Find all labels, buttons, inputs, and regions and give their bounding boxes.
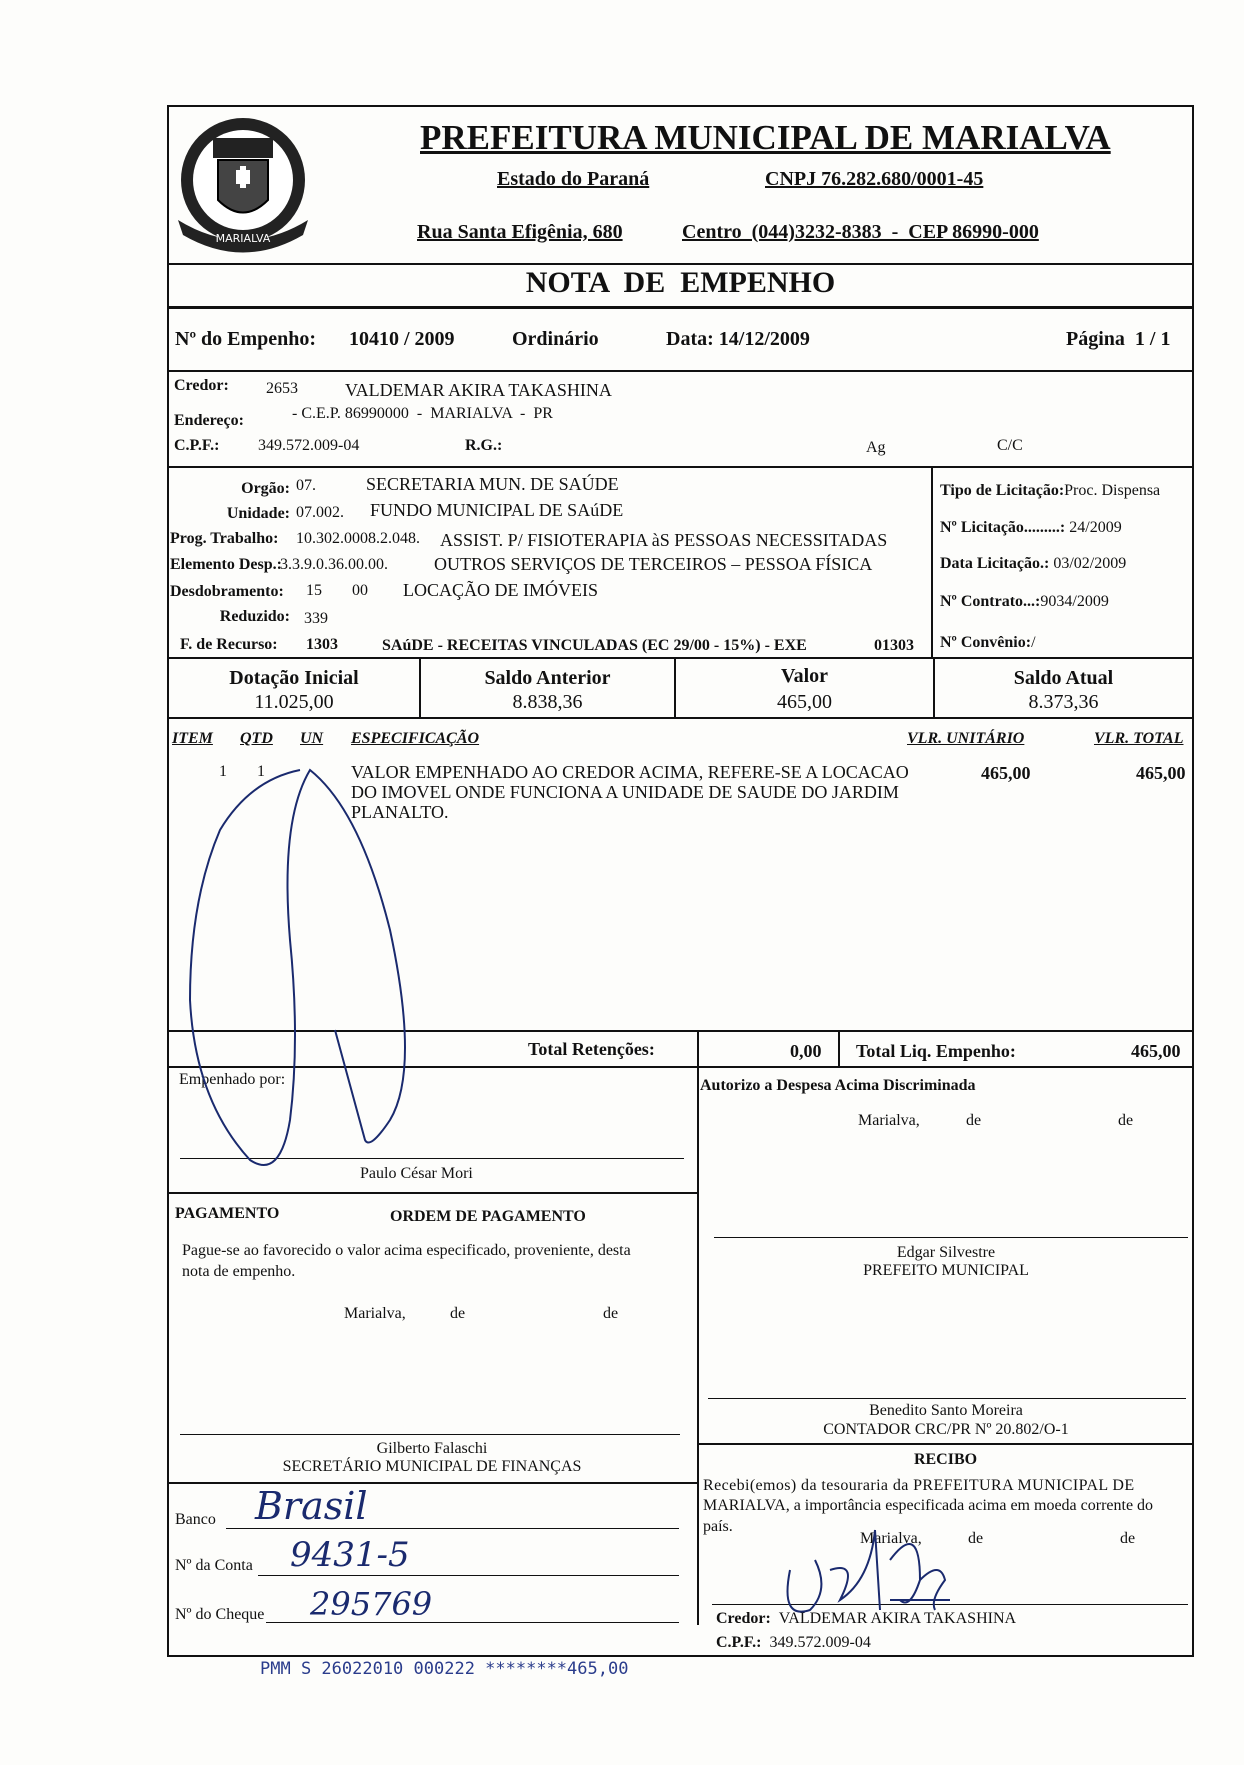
dotacao-label: Dotação Inicial — [229, 667, 359, 689]
cpf-label: C.P.F.: — [174, 437, 220, 454]
reduzido-label: Reduzido: — [219, 608, 290, 625]
dotacao-value: 11.025,00 — [254, 691, 334, 713]
elemento-code: 3.3.9.0.36.00.00. — [280, 556, 388, 573]
pagamento-de1: de — [450, 1305, 466, 1322]
recibo-title: RECIBO — [913, 1451, 978, 1468]
empenho-number: 10410 / 2009 — [349, 328, 455, 350]
numero-licitacao-label: Nº Licitação.........: — [940, 519, 1066, 536]
total-liq-label: Total Liq. Empenho: — [856, 1041, 1016, 1061]
contador-name: Benedito Santo Moreira — [869, 1402, 1023, 1419]
item-qtd: 1 — [257, 763, 265, 780]
numero-licitacao-value: 24/2009 — [1065, 519, 1122, 536]
numero-contrato — [940, 593, 1109, 611]
banco-value: Brasil — [255, 1484, 368, 1528]
recurso-name: SAúDE - RECEITAS VINCULADAS (EC 29/00 - 15%) - EXE — [382, 637, 807, 654]
col-qtd: QTD — [240, 730, 273, 747]
divider — [931, 466, 933, 659]
numero-convenio-value: / — [1031, 634, 1036, 651]
autorizo-place: Marialva, — [858, 1112, 920, 1129]
unidade-name: FUNDO MUNICIPAL DE SAúDE — [370, 500, 624, 520]
empenhado-por-name: Paulo César Mori — [360, 1165, 473, 1182]
secretario-role: SECRETÁRIO MUNICIPAL DE FINANÇAS — [282, 1458, 582, 1475]
recurso-number: 01303 — [874, 637, 914, 654]
desdobramento-code: 15 — [306, 582, 322, 599]
desdobramento-sub: 00 — [352, 582, 368, 599]
recibo-text-line3: país. — [703, 1518, 733, 1535]
divider — [167, 1482, 697, 1484]
prefeito-role: PREFEITO MUNICIPAL — [863, 1262, 1029, 1279]
page-number: Página 1 / 1 — [1066, 328, 1171, 350]
prog-code: 10.302.0008.2.048. — [296, 530, 420, 547]
recibo-text-line1: Recebi(emos) da tesouraria da PREFEITURA MUNICIPAL DE — [703, 1477, 1135, 1494]
banco-line — [226, 1528, 679, 1529]
recibo-text-line2: MARIALVA, a importância especificada acima em moeda corrente do — [703, 1497, 1154, 1514]
prefeitura-title: PREFEITURA MUNICIPAL DE MARIALVA — [420, 118, 1111, 157]
recibo-credor-label: Credor: — [716, 1610, 771, 1627]
divider — [167, 657, 1194, 659]
credor-cpf: 349.572.009-04 — [258, 437, 360, 454]
numero-licitacao — [940, 519, 1122, 537]
numero-convenio — [940, 634, 1036, 652]
conta-value: 9431-5 — [290, 1535, 410, 1575]
prog-name: ASSIST. P/ FISIOTERAPIA àS PESSOAS NECESSITADAS — [440, 530, 888, 550]
col-vlr-unitario: VLR. UNITÁRIO — [907, 730, 1025, 747]
recibo-credor-name: VALDEMAR AKIRA TAKASHINA — [778, 1610, 1017, 1627]
payment-stamp: PMM S 26022010 000222 ********465,00 — [260, 1659, 629, 1679]
item-number: 1 — [219, 763, 227, 780]
cc-label: C/C — [997, 437, 1023, 454]
cnpj-label: CNPJ 76.282.680/0001-45 — [765, 168, 984, 190]
recibo-de1: de — [968, 1530, 984, 1547]
autorizo-label: Autorizo a Despesa Acima Discriminada — [700, 1077, 976, 1094]
conta-line — [258, 1575, 679, 1576]
ag-label: Ag — [866, 439, 886, 456]
empenho-type: Ordinário — [512, 328, 599, 350]
data-licitacao-value: 03/02/2009 — [1049, 555, 1127, 572]
pagamento-place: Marialva, — [344, 1305, 406, 1322]
item-spec-line3: PLANALTO. — [351, 802, 449, 822]
orgao-label: Orgão: — [241, 480, 290, 497]
col-item: ITEM — [172, 730, 213, 747]
street-address: Rua Santa Efigênia, 680 — [417, 221, 623, 243]
numero-convenio-label: Nº Convênio: — [940, 634, 1032, 651]
municipal-crest — [168, 110, 318, 260]
total-liq-value: 465,00 — [1131, 1041, 1181, 1061]
orgao-code: 07. — [296, 477, 316, 494]
cheque-label: Nº do Cheque — [175, 1606, 265, 1623]
unidade-code: 07.002. — [296, 504, 344, 521]
item-vlr-unitario: 465,00 — [981, 763, 1031, 783]
tipo-licitacao-value: Proc. Dispensa — [1064, 482, 1161, 499]
saldo-anterior-label: Saldo Anterior — [484, 667, 611, 689]
data-licitacao — [940, 555, 1126, 573]
valor-label: Valor — [780, 665, 829, 687]
recibo-cpf-label: C.P.F.: — [716, 1634, 762, 1651]
item-vlr-total: 465,00 — [1136, 763, 1186, 783]
handwritten-signature — [170, 740, 490, 1190]
cheque-value: 295769 — [310, 1585, 433, 1623]
empenho-label: Nº do Empenho: — [175, 328, 317, 350]
col-especificacao: ESPECIFICAÇÃO — [351, 730, 480, 747]
orgao-name: SECRETARIA MUN. DE SAÚDE — [366, 474, 619, 494]
credor-name: VALDEMAR AKIRA TAKASHINA — [345, 380, 612, 400]
pagamento-label: PAGAMENTO — [175, 1205, 280, 1222]
empenho-date: Data: 14/12/2009 — [666, 328, 810, 350]
contador-role: CONTADOR CRC/PR Nº 20.802/O-1 — [823, 1421, 1069, 1438]
valor-value: 465,00 — [777, 691, 832, 713]
total-retencoes-label: Total Retenções: — [528, 1039, 655, 1059]
pagamento-de2: de — [603, 1305, 619, 1322]
state-label: Estado do Paraná — [497, 168, 650, 190]
banco-label: Banco — [175, 1511, 216, 1528]
item-spec-line1: VALOR EMPENHADO AO CREDOR ACIMA, REFERE-SE A LOCACAO — [351, 762, 909, 782]
rg-label: R.G.: — [465, 437, 503, 454]
divider — [697, 1443, 1194, 1445]
col-vlr-total: VLR. TOTAL — [1094, 730, 1184, 747]
divider — [697, 1030, 699, 1625]
contact-info: Centro (044)3232-8383 - CEP 86990-000 — [682, 221, 1039, 243]
divider — [167, 306, 1194, 309]
divider — [167, 717, 1194, 719]
divider — [167, 466, 1194, 468]
numero-contrato-value: 9034/2009 — [1040, 593, 1109, 610]
desdobramento-label: Desdobramento: — [170, 583, 284, 600]
saldo-anterior-value: 8.838,36 — [512, 691, 583, 713]
saldo-atual-value: 8.373,36 — [1028, 691, 1099, 713]
signature-line — [180, 1434, 680, 1435]
conta-label: Nº da Conta — [175, 1557, 253, 1574]
prog-label: Prog. Trabalho: — [170, 530, 279, 547]
svg-text:MARIALVA: MARIALVA — [215, 232, 271, 245]
pagamento-text-line2: nota de empenho. — [182, 1263, 296, 1280]
signature-line — [708, 1398, 1186, 1399]
ordem-pagamento-label: ORDEM DE PAGAMENTO — [390, 1208, 586, 1225]
signature-line — [714, 1237, 1188, 1238]
pagamento-text-line1: Pague-se ao favorecido o valor acima especificado, proveniente, desta — [182, 1242, 631, 1259]
credor-signature — [770, 1500, 990, 1640]
divider — [167, 370, 1194, 372]
item-spec-line2: DO IMOVEL ONDE FUNCIONA A UNIDADE DE SAUDE DO JARDIM — [351, 782, 899, 802]
elemento-name: OUTROS SERVIÇOS DE TERCEIROS – PESSOA FÍSICA — [434, 554, 873, 574]
empenhado-por-label: Empenhado por: — [179, 1071, 286, 1088]
recurso-code: 1303 — [306, 636, 338, 653]
recibo-cpf-value: 349.572.009-04 — [769, 1634, 871, 1651]
prefeito-name: Edgar Silvestre — [896, 1244, 996, 1261]
numero-contrato-label: Nº Contrato...: — [940, 593, 1041, 610]
divider — [167, 263, 1194, 265]
recurso-label: F. de Recurso: — [180, 636, 278, 653]
elemento-label: Elemento Desp.: — [170, 556, 282, 573]
divider — [838, 1030, 840, 1067]
recibo-place: Marialva, — [860, 1530, 922, 1547]
credor-address: - C.E.P. 86990000 - MARIALVA - PR — [292, 405, 553, 422]
tipo-licitacao — [940, 482, 1160, 500]
col-un: UN — [300, 730, 324, 747]
credor-label: Credor: — [174, 377, 229, 394]
reduzido-value: 339 — [304, 610, 328, 627]
total-retencoes-value: 0,00 — [790, 1041, 822, 1061]
autorizo-de2: de — [1118, 1112, 1134, 1129]
tipo-licitacao-label: Tipo de Licitação: — [940, 482, 1065, 499]
autorizo-de1: de — [966, 1112, 982, 1129]
data-licitacao-label: Data Licitação.: — [940, 555, 1050, 572]
divider — [167, 1192, 697, 1194]
recibo-de2: de — [1120, 1530, 1136, 1547]
saldo-atual-label: Saldo Atual — [1013, 667, 1114, 689]
document-title: NOTA DE EMPENHO — [525, 266, 836, 299]
endereco-label: Endereço: — [174, 412, 244, 429]
unidade-label: Unidade: — [226, 505, 290, 522]
credor-code: 2653 — [266, 380, 298, 397]
desdobramento-name: LOCAÇÃO DE IMÓVEIS — [403, 580, 598, 600]
secretario-name: Gilberto Falaschi — [376, 1440, 488, 1457]
